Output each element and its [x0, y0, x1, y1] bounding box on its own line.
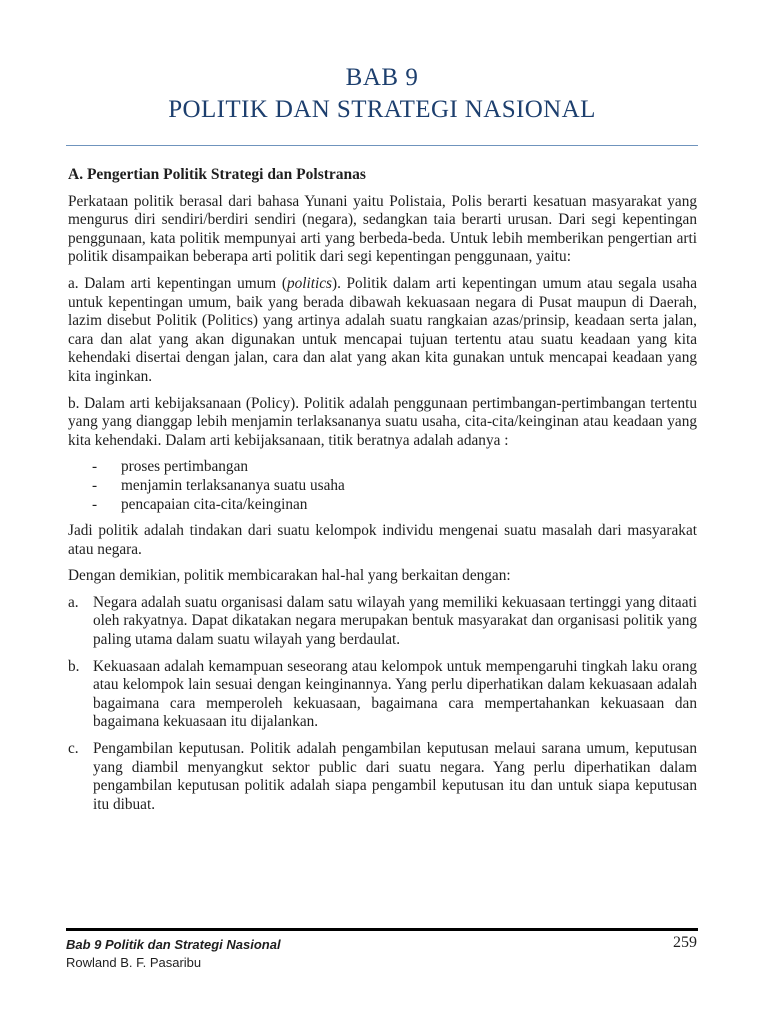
topic-item: [68, 658, 697, 732]
list-item-text: pencapaian cita-cita/keinginan: [121, 495, 308, 513]
dash-marker: -: [92, 458, 98, 476]
page-number: 259: [673, 934, 697, 951]
topic-marker: c.: [68, 740, 79, 758]
list-item: [68, 458, 697, 477]
footer-chapter-label: Bab 9 Politik dan Strategi Nasional: [66, 937, 281, 952]
chapter-number: BAB 9: [345, 64, 419, 91]
intro-paragraph: Perkataan politik berasal dari bahasa Yunani yaitu Polistaia, Polis berarti kesatuan masyarakat yang mengurus diri sendiri/berdiri sendiri (negara), sedangkan taia berarti urusan. Dari segi kepentingan penggunaan, kata politik mempunyai arti yang berbeda-beda. Untuk lebih memberikan pengertian arti politik disampaikan beberapa arti politik dari segi kepentingan penggunaan, yaitu:: [68, 192, 697, 266]
topic-item: [68, 740, 697, 814]
dash-marker: -: [92, 495, 98, 513]
dash-marker: -: [92, 476, 98, 494]
meaning-a-prefix: a. Dalam arti kepentingan umum (: [68, 274, 287, 292]
list-item: [68, 477, 697, 496]
topic-text: Negara adalah suatu organisasi dalam satu wilayah yang memiliki kekuasaan tertinggi yang ditaati oleh rakyatnya. Dapat dikatakan negara merupakan bentuk masyarakat dan organisasi politik yang paling utama dalam suatu wilayah yang berdaulat.: [93, 593, 697, 649]
title-divider: [66, 145, 698, 146]
list-item-text: proses pertimbangan: [121, 458, 249, 476]
lead-in-paragraph: Dengan demikian, politik membicarakan hal-hal yang berkaitan dengan:: [68, 567, 511, 585]
list-item-text: menjamin terlaksananya suatu usaha: [121, 476, 345, 494]
meaning-a-paragraph: [68, 275, 697, 387]
meaning-a-rest: ). Politik dalam arti kepentingan umum atau segala usaha untuk kepentingan umum, baik yang berada dibawah kekuasaan negara di Pusat maupun di Daerah, lazim disebut Politik (Politics) yang artinya adalah suatu rangkaian azas/prinsip, keadaan serta jalan, cara dan alat yang akan digunakan untuk mencapai tujuan tertentu atau suatu keadaan yang kita kehendaki disertai dengan jalan, cara dan alat yang akan kita gunakan untuk mencapai keadaan yang kita inginkan.: [68, 274, 697, 385]
topic-item: [68, 594, 697, 650]
conclusion-paragraph: Jadi politik adalah tindakan dari suatu kelompok individu mengenai suatu masalah dari masyarakat atau negara.: [68, 522, 697, 558]
section-heading: A. Pengertian Politik Strategi dan Polstranas: [68, 166, 366, 183]
topic-marker: a.: [68, 593, 79, 611]
emphasis-list: [68, 458, 697, 514]
footer-divider: [66, 928, 698, 931]
topic-text: Kekuasaan adalah kemampuan seseorang atau kelompok untuk mempengaruhi tingkah laku orang atau kelompok lain sesuai dengan keinginannya. Yang perlu diperhatikan dalam kekuasaan adalah bagaimana cara memperoleh kekuasaan, bagaimana cara mempertahankan kekuasaan dan bagaimana kekuasaan itu dijalankan.: [93, 657, 697, 731]
chapter-title: POLITIK DAN STRATEGI NASIONAL: [168, 96, 596, 123]
meaning-b-paragraph: b. Dalam arti kebijaksanaan (Policy). Politik adalah penggunaan pertimbangan-pertimbangan tertentu yang yang dianggap lebih menjamin terlaksananya suatu usaha, cita-cita/keinginan atau keadaan yang kita kehendaki. Dalam arti kebijaksanaan, titik beratnya adalah adanya :: [68, 394, 697, 449]
topic-marker: b.: [68, 657, 80, 675]
topics-list: [68, 594, 697, 815]
chapter-header: [66, 62, 698, 126]
page-content: [68, 166, 697, 822]
meaning-a-italic: politics: [286, 274, 332, 292]
footer-author: Rowland B. F. Pasaribu: [66, 955, 202, 970]
list-item: [68, 496, 697, 515]
topic-text: Pengambilan keputusan. Politik adalah pengambilan keputusan melaui sarana umum, keputusan yang diambil menyangkut sektor public dari suatu negara. Yang perlu diperhatikan dalam pengambilan keputusan politik adalah siapa pengambil keputusan itu dan untuk siapa keputusan itu dibuat.: [93, 740, 697, 813]
